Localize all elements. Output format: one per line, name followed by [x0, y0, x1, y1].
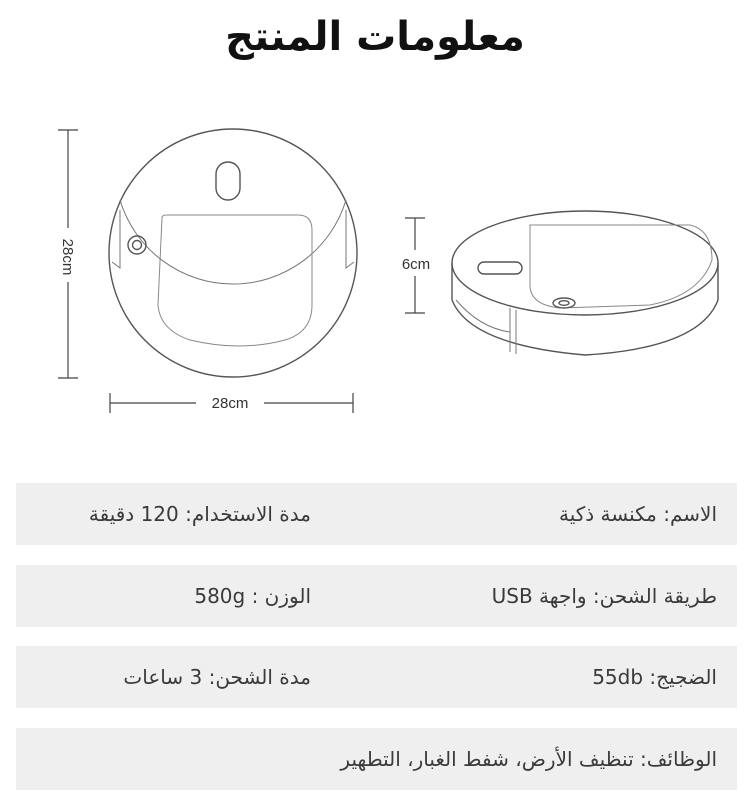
robot-side-view [452, 211, 718, 355]
spec-weight: الوزن : 580g [194, 584, 311, 608]
spec-row [16, 483, 737, 545]
width-label: 28cm [211, 395, 249, 412]
product-dimension-diagram [0, 100, 750, 440]
spec-row [16, 646, 737, 708]
robot-top-view [108, 129, 358, 377]
spec-usage-time: مدة الاستخدام: 120 دقيقة [88, 502, 311, 526]
height-label: 28cm [59, 238, 76, 276]
spec-noise: الضجيج: 55db [592, 665, 717, 689]
spec-row [16, 728, 737, 790]
spec-functions: الوظائف: تنظيف الأرض، شفط الغبار، التطهير [340, 747, 717, 771]
spec-charging-method: طريقة الشحن: واجهة USB [491, 584, 717, 608]
spec-name: الاسم: مكنسة ذكية [558, 502, 717, 526]
thickness-label: 6cm [401, 256, 431, 273]
spec-row [16, 565, 737, 627]
page-title: معلومات المنتج [225, 14, 525, 60]
spec-charging-time: مدة الشحن: 3 ساعات [123, 665, 311, 689]
